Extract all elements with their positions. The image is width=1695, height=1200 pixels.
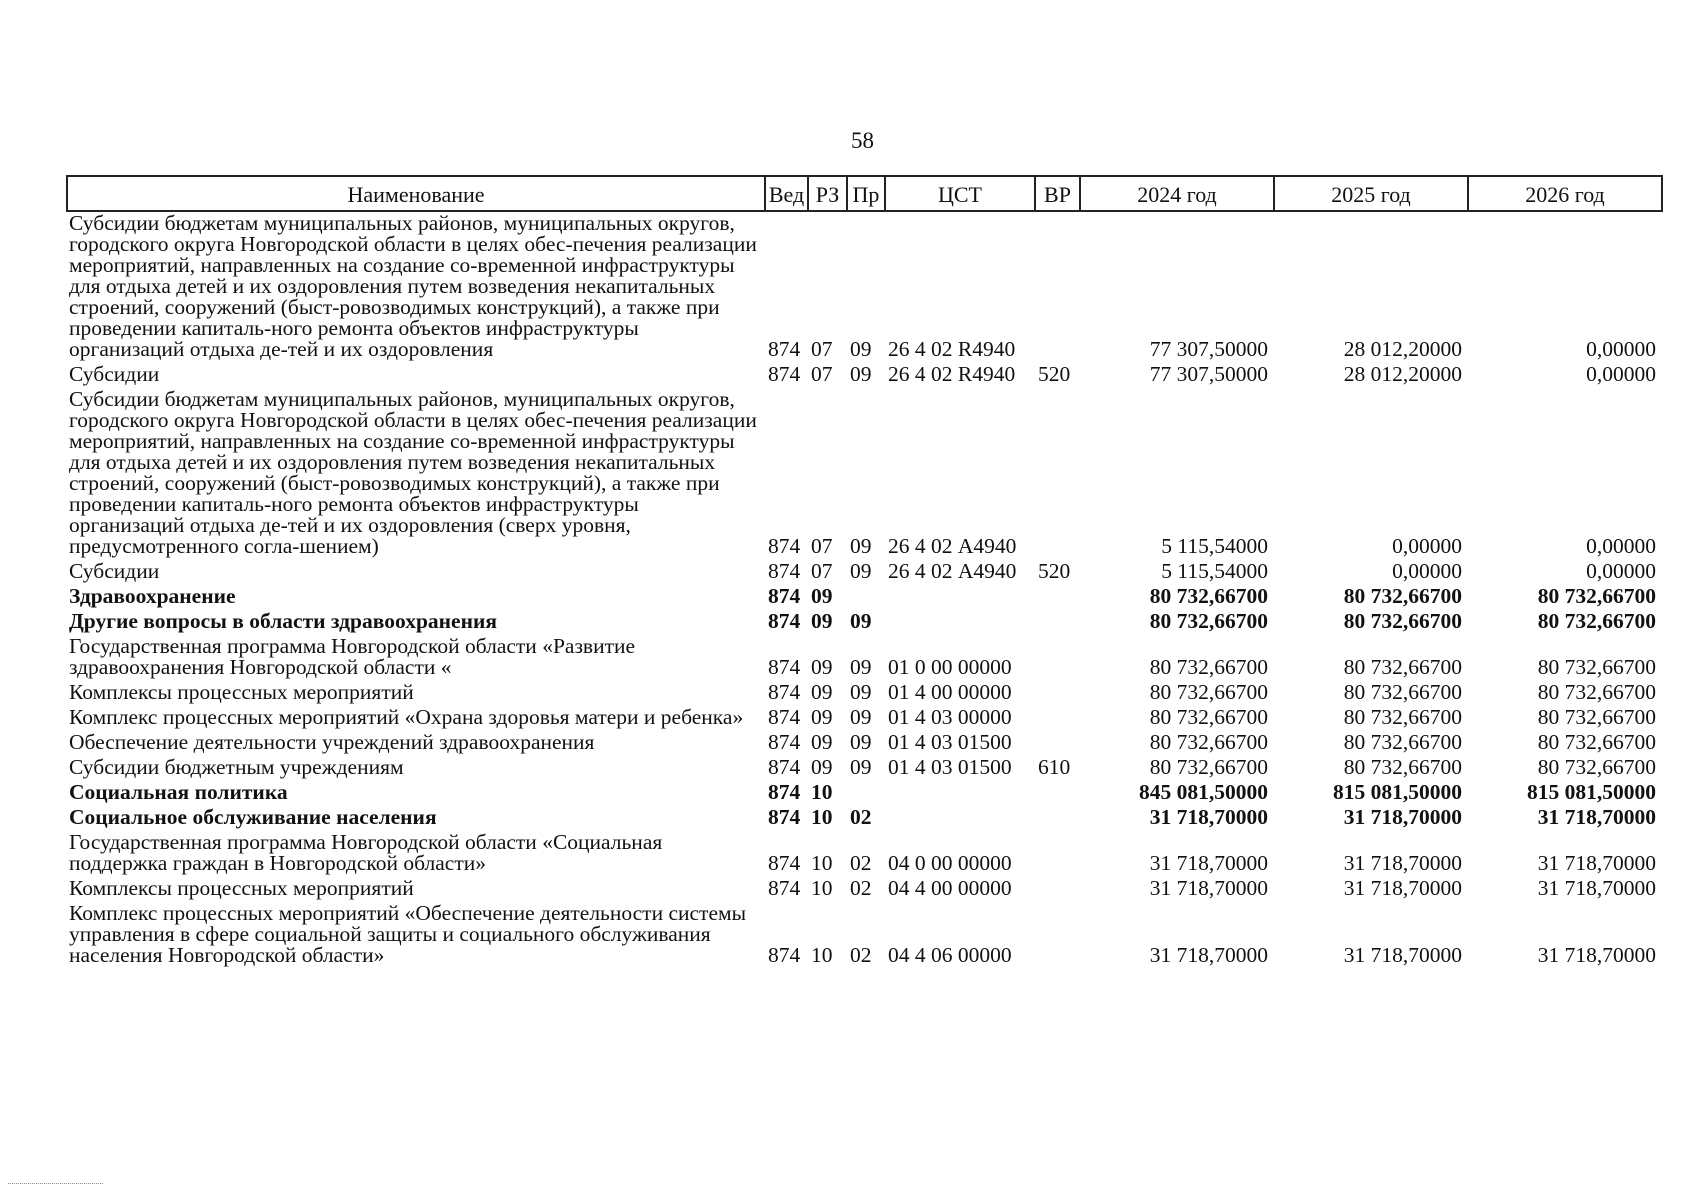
cell-vr [1035, 781, 1080, 806]
cell-2025: 0,00000 [1392, 559, 1462, 583]
cell-2025: 80 732,66700 [1343, 730, 1462, 754]
cell-pr: 09 [850, 362, 872, 386]
cell-pr [847, 781, 885, 806]
cell-rz: 07 [811, 337, 833, 361]
cell-rz: 09 [811, 655, 833, 679]
cell-cst [885, 610, 1035, 635]
cell-2024: 80 732,66700 [1149, 730, 1268, 754]
cell-vr [1035, 610, 1080, 635]
cell-2024: 31 718,70000 [1149, 805, 1268, 829]
header-2026: 2026 год [1468, 176, 1662, 211]
cell-ved: 874 [768, 851, 801, 875]
cell-2024: 80 732,66700 [1149, 584, 1268, 608]
cell-2026: 80 732,66700 [1537, 680, 1656, 704]
cell-ved: 874 [768, 755, 801, 779]
cell-pr: 09 [850, 534, 872, 558]
cell-cst: 04 0 00 00000 [888, 851, 1012, 875]
cell-ved: 874 [768, 780, 801, 804]
cell-rz: 07 [811, 559, 833, 583]
cell-2026: 80 732,66700 [1537, 755, 1656, 779]
table-header [67, 176, 1662, 211]
cell-2026: 0,00000 [1586, 559, 1656, 583]
table-row [67, 831, 1662, 877]
cell-pr: 09 [850, 337, 872, 361]
cell-name: Обеспечение деятельности учреждений здравоохранения [69, 730, 595, 754]
cell-2026: 31 718,70000 [1537, 851, 1656, 875]
cell-name: Комплекс процессных мероприятий «Охрана здоровья матери и ребенка» [69, 705, 744, 729]
cell-2026: 80 732,66700 [1537, 609, 1656, 633]
cell-2025: 80 732,66700 [1343, 655, 1462, 679]
table-row [67, 363, 1662, 388]
cell-ved: 874 [768, 705, 801, 729]
cell-2026: 0,00000 [1586, 534, 1656, 558]
cell-2025: 815 081,50000 [1333, 780, 1462, 804]
header-2025: 2025 год [1274, 176, 1468, 211]
table-row [67, 902, 1662, 969]
cell-2024: 31 718,70000 [1149, 876, 1268, 900]
cell-rz: 07 [811, 362, 833, 386]
cell-rz: 09 [811, 730, 833, 754]
table-row [67, 388, 1662, 560]
header-cst: ЦСТ [885, 176, 1035, 211]
table-row [67, 731, 1662, 756]
cell-cst: 01 4 03 01500 [888, 755, 1012, 779]
header-pr: Пр [847, 176, 885, 211]
cell-cst: 26 4 02 А4940 [888, 559, 1017, 583]
cell-vr [1035, 877, 1080, 902]
cell-pr: 09 [850, 655, 872, 679]
cell-pr: 02 [850, 943, 872, 967]
cell-pr: 09 [850, 755, 872, 779]
cell-ved: 874 [768, 559, 801, 583]
cell-rz: 10 [811, 805, 833, 829]
table-row [67, 877, 1662, 902]
cell-2026: 0,00000 [1586, 337, 1656, 361]
cell-2025: 31 718,70000 [1343, 876, 1462, 900]
page-number: 58 [851, 128, 874, 153]
cell-2026: 0,00000 [1586, 362, 1656, 386]
cell-cst: 01 4 03 01500 [888, 730, 1012, 754]
cell-vr: 520 [1038, 362, 1071, 386]
cell-rz: 09 [811, 609, 833, 633]
cell-2025: 28 012,20000 [1343, 337, 1462, 361]
cell-2026: 31 718,70000 [1537, 943, 1656, 967]
cell-2025: 80 732,66700 [1343, 680, 1462, 704]
cell-cst: 01 4 00 00000 [888, 680, 1012, 704]
cell-2024: 77 307,50000 [1149, 337, 1268, 361]
cell-vr [1035, 585, 1080, 610]
cell-2026: 80 732,66700 [1537, 730, 1656, 754]
cell-2025: 31 718,70000 [1343, 805, 1462, 829]
cell-rz: 09 [811, 680, 833, 704]
budget-table [66, 175, 1663, 969]
cell-ved: 874 [768, 680, 801, 704]
cell-cst: 26 4 02 R4940 [888, 362, 1016, 386]
cell-cst [885, 781, 1035, 806]
cell-2024: 80 732,66700 [1149, 655, 1268, 679]
cell-2025: 80 732,66700 [1343, 609, 1462, 633]
cell-ved: 874 [768, 534, 801, 558]
cell-rz: 09 [811, 755, 833, 779]
cell-ved: 874 [768, 805, 801, 829]
table-row [67, 681, 1662, 706]
cell-ved: 874 [768, 876, 801, 900]
table-row [67, 806, 1662, 831]
cell-name: Другие вопросы в области здравоохранения [69, 609, 497, 633]
cell-name: Государственная программа Новгородской области «Социальная поддержка граждан в Новгородской области» [69, 830, 663, 875]
cell-pr: 09 [850, 609, 872, 633]
table-row [67, 560, 1662, 585]
cell-ved: 874 [768, 655, 801, 679]
cell-2026: 31 718,70000 [1537, 876, 1656, 900]
cell-name: Субсидии бюджетным учреждениям [69, 755, 404, 779]
header-vr: ВР [1035, 176, 1080, 211]
header-rz: РЗ [808, 176, 847, 211]
cell-2024: 77 307,50000 [1149, 362, 1268, 386]
cell-rz: 10 [811, 780, 833, 804]
cell-pr: 02 [850, 851, 872, 875]
cell-name: Комплексы процессных мероприятий [69, 680, 414, 704]
header-ved: Вед [765, 176, 808, 211]
table-row [67, 756, 1662, 781]
cell-rz: 09 [811, 705, 833, 729]
cell-2024: 80 732,66700 [1149, 705, 1268, 729]
cell-2026: 31 718,70000 [1537, 805, 1656, 829]
cell-2024: 80 732,66700 [1149, 680, 1268, 704]
cell-2024: 5 115,54000 [1161, 559, 1268, 583]
cell-2025: 31 718,70000 [1343, 851, 1462, 875]
cell-name: Субсидии бюджетам муниципальных районов, муниципальных округов, городского округа Новгородской области в целях обес-печения реализации мероприятий, направленных на создание со-временной инфраструктуры для отдыха детей и их оздоровления путем возведения некапитальных строений, сооружений (быст-ровозводимых конструкций), а также при проведении капиталь-ного ремонта объектов инфраструктуры организаций отдыха де-тей и их оздоровления (сверх уровня, предусмотренного согла-шением) [69, 387, 757, 558]
cell-name: Комплексы процессных мероприятий [69, 876, 414, 900]
cell-ved: 874 [768, 584, 801, 608]
cell-2024: 80 732,66700 [1149, 755, 1268, 779]
cell-name: Субсидии [69, 362, 160, 386]
cell-pr: 09 [850, 680, 872, 704]
cell-name: Здравоохранение [69, 584, 236, 608]
cell-2025: 80 732,66700 [1343, 755, 1462, 779]
cell-2024: 5 115,54000 [1161, 534, 1268, 558]
cell-ved: 874 [768, 362, 801, 386]
cell-name: Государственная программа Новгородской области «Развитие здравоохранения Новгородской области « [69, 634, 636, 679]
header-2024: 2024 год [1080, 176, 1274, 211]
cell-cst: 26 4 02 R4940 [888, 337, 1016, 361]
table-row [67, 610, 1662, 635]
cell-name: Субсидии бюджетам муниципальных районов, муниципальных округов, городского округа Новгородской области в целях обес-печения реализации мероприятий, направленных на создание со-временной инфраструктуры для отдыха детей и их оздоровления путем возведения некапитальных строений, сооружений (быст-ровозводимых конструкций), а также при проведении капиталь-ного ремонта объектов инфраструктуры организаций отдыха де-тей и их оздоровления [69, 211, 757, 361]
cell-vr [1035, 806, 1080, 831]
cell-pr: 09 [850, 730, 872, 754]
cell-ved: 874 [768, 609, 801, 633]
table-body [67, 211, 1662, 969]
cell-name: Комплекс процессных мероприятий «Обеспечение деятельности системы управления в сфере социальной защиты и социального обслуживания населения Новгородской области» [69, 901, 747, 967]
table-row [67, 781, 1662, 806]
cell-2024: 31 718,70000 [1149, 851, 1268, 875]
cell-cst: 04 4 00 00000 [888, 876, 1012, 900]
cell-name: Социальная политика [69, 780, 288, 804]
cell-cst [885, 806, 1035, 831]
cell-rz: 10 [811, 851, 833, 875]
footer-scan-mark [8, 1183, 103, 1188]
cell-vr [1035, 211, 1080, 363]
header-name: Наименование [67, 176, 765, 211]
cell-cst: 04 4 06 00000 [888, 943, 1012, 967]
cell-cst: 01 4 03 00000 [888, 705, 1012, 729]
cell-2024: 31 718,70000 [1149, 943, 1268, 967]
cell-pr: 09 [850, 559, 872, 583]
cell-2026: 80 732,66700 [1537, 584, 1656, 608]
cell-vr [1035, 681, 1080, 706]
cell-vr [1035, 706, 1080, 731]
cell-pr [847, 585, 885, 610]
cell-2025: 80 732,66700 [1343, 705, 1462, 729]
cell-2026: 80 732,66700 [1537, 705, 1656, 729]
cell-vr [1035, 902, 1080, 969]
cell-vr: 610 [1038, 755, 1071, 779]
cell-pr: 02 [850, 805, 872, 829]
cell-ved: 874 [768, 730, 801, 754]
cell-name: Субсидии [69, 559, 160, 583]
cell-pr: 09 [850, 705, 872, 729]
cell-rz: 09 [811, 584, 833, 608]
table-row [67, 211, 1662, 363]
cell-vr [1035, 731, 1080, 756]
cell-rz: 07 [811, 534, 833, 558]
cell-ved: 874 [768, 337, 801, 361]
cell-2026: 815 081,50000 [1527, 780, 1656, 804]
cell-vr [1035, 388, 1080, 560]
cell-ved: 874 [768, 943, 801, 967]
cell-2025: 31 718,70000 [1343, 943, 1462, 967]
cell-cst: 01 0 00 00000 [888, 655, 1012, 679]
cell-2024: 845 081,50000 [1139, 780, 1268, 804]
cell-rz: 10 [811, 876, 833, 900]
cell-vr [1035, 635, 1080, 681]
cell-2025: 0,00000 [1392, 534, 1462, 558]
table-row [67, 585, 1662, 610]
cell-2024: 80 732,66700 [1149, 609, 1268, 633]
cell-vr: 520 [1038, 559, 1071, 583]
cell-name: Социальное обслуживание населения [69, 805, 437, 829]
cell-rz: 10 [811, 943, 833, 967]
cell-2025: 28 012,20000 [1343, 362, 1462, 386]
cell-cst [885, 585, 1035, 610]
table-row [67, 635, 1662, 681]
cell-2025: 80 732,66700 [1343, 584, 1462, 608]
cell-vr [1035, 831, 1080, 877]
cell-cst: 26 4 02 А4940 [888, 534, 1017, 558]
cell-2026: 80 732,66700 [1537, 655, 1656, 679]
table-row [67, 706, 1662, 731]
cell-pr: 02 [850, 876, 872, 900]
